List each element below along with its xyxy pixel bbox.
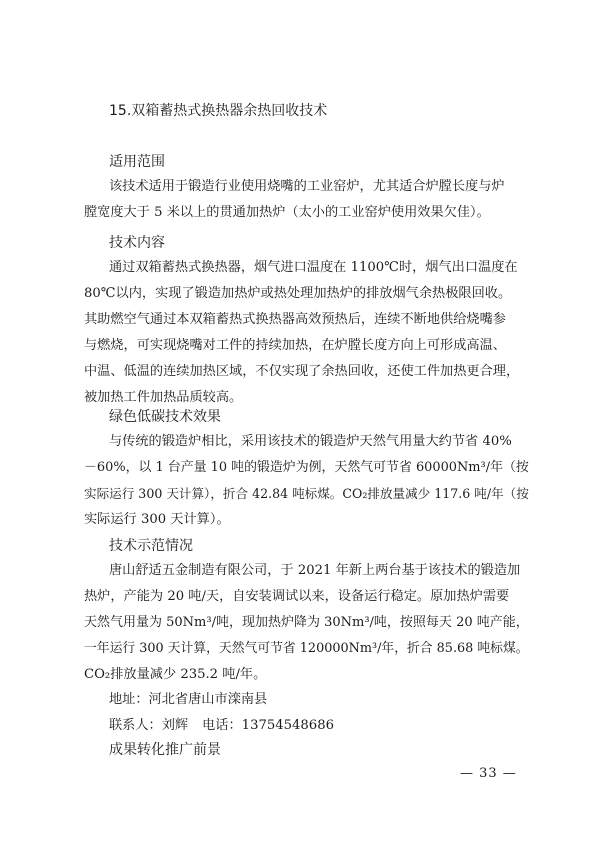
page-number: — 33 — xyxy=(460,766,517,781)
paragraph-line: 实际运行 300 天计算），折合 42.84 吨标煤。CO₂排放量减少 117.6 吨/年（按 xyxy=(84,486,529,501)
paragraph-demo xyxy=(84,558,528,688)
heading-scope: 适用范围 xyxy=(109,154,165,170)
contact-line xyxy=(109,713,334,739)
paragraph-line: 与传统的锻造炉相比，采用该技术的锻造炉天然气用量大约节省 40% xyxy=(109,434,512,449)
paragraph-line: 热炉，产能为 20 吨/天，自安装调试以来，设备运行稳定。原加热炉需要 xyxy=(84,589,510,604)
heading-promotion: 成果转化推广前景 xyxy=(109,742,221,758)
paragraph-line: 唐山舒适五金制造有限公司，于 2021 年新上两台基于该技术的锻造加 xyxy=(109,563,521,578)
paragraph-line: 80℃以内，实现了锻造加热炉或热处理加热炉的排放烟气余热极限回收。 xyxy=(84,286,512,301)
paragraph-line: 一年运行 300 天计算，天然气可节省 120000Nm³/年，折合 85.68 吨标煤。 xyxy=(84,641,529,656)
paragraph-scope xyxy=(84,174,528,226)
paragraph-content xyxy=(84,255,528,411)
paragraph-line: 膛宽度大于 5 米以上的贯通加热炉（太小的工业窑炉使用效果欠佳）。 xyxy=(84,205,490,220)
paragraph-line: 与燃烧，可实现烧嘴对工件的持续加热，在炉膛长度方向上可形成高温、 xyxy=(84,338,506,353)
paragraph-line: 该技术适用于锻造行业使用烧嘴的工业窑炉，尤其适合炉膛长度与炉 xyxy=(109,179,505,194)
paragraph-line: 被加热工件加热品质较高。 xyxy=(84,390,243,405)
section-title: 15.双箱蓄热式换热器余热回收技术 xyxy=(109,103,328,119)
paragraph-line: 实际运行 300 天计算）。 xyxy=(84,512,230,527)
contact-person: 联系人：刘辉 xyxy=(109,718,189,733)
heading-effect: 绿色低碳技术效果 xyxy=(109,409,221,425)
paragraph-effect xyxy=(84,429,528,533)
paragraph-line: 通过双箱蓄热式换热器，烟气进口温度在 1100℃时，烟气出口温度在 xyxy=(109,260,518,275)
paragraph-line: 其助燃空气通过本双箱蓄热式换热器高效预热后，连续不断地供给烧嘴参 xyxy=(84,312,506,327)
contact-phone: 电话：13754548686 xyxy=(202,718,334,733)
paragraph-line: 中温、低温的连续加热区域，不仅实现了余热回收，还使工件加热更合理， xyxy=(84,364,520,379)
address-line: 地址：河北省唐山市滦南县 xyxy=(109,692,268,707)
paragraph-line: CO₂排放量减少 235.2 吨/年。 xyxy=(84,667,267,682)
heading-content: 技术内容 xyxy=(109,235,165,251)
paragraph-line: 天然气用量为 50Nm³/吨，现加热炉降为 30Nm³/吨，按照每天 20 吨产能， xyxy=(84,615,529,630)
heading-demo: 技术示范情况 xyxy=(109,538,193,554)
paragraph-line: －60%，以 1 台产量 10 吨的锻造炉为例，天然气可节省 60000Nm³/年（按 xyxy=(84,460,529,475)
